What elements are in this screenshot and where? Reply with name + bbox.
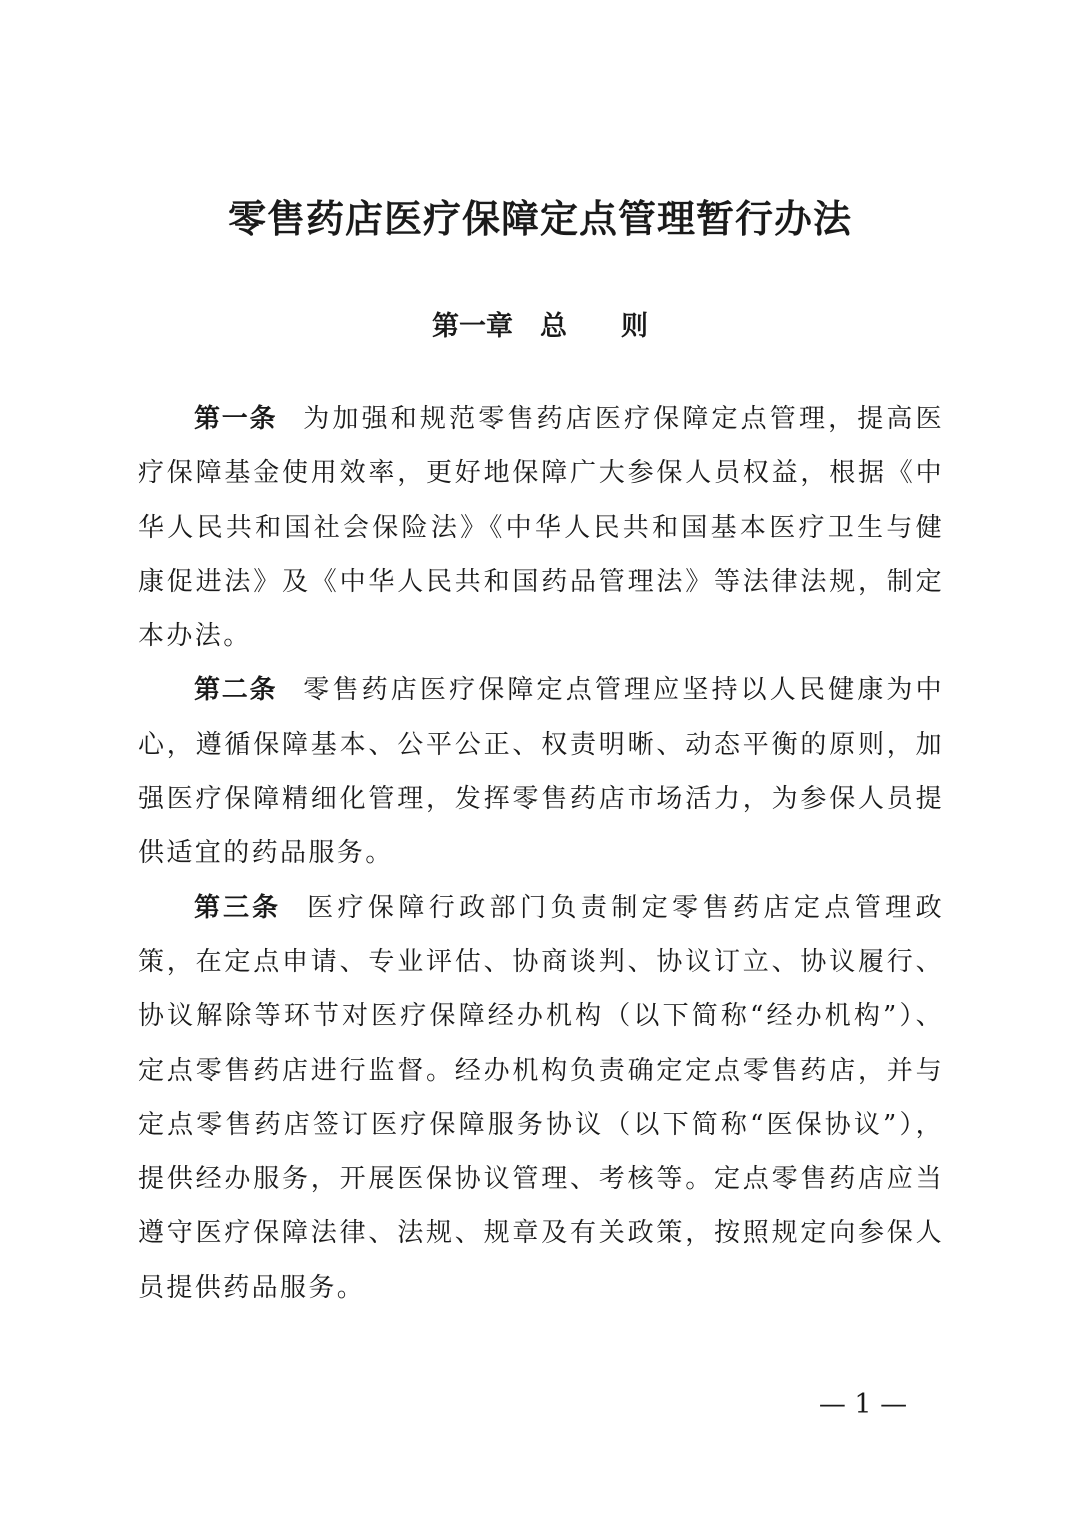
article-3-label: 第三条	[194, 892, 282, 923]
article-2-label: 第二条	[194, 675, 278, 706]
article-2	[138, 663, 944, 880]
article-1	[138, 392, 944, 663]
article-1-text: 为加强和规范零售药店医疗保障定点管理，提高医疗保障基金使用效率，更好地保障广大参保人员权益，根据《中华人民共和国社会保险法》《中华人民共和国基本医疗卫生与健康促进法》及《中华人民共和国药品管理法》等法律法规，制定本办法。	[138, 404, 944, 652]
page-number: — 1 —	[818, 1389, 908, 1420]
document-body	[138, 392, 944, 1315]
article-2-text: 零售药店医疗保障定点管理应坚持以人民健康为中心，遵循保障基本、公平公正、权责明晰、动态平衡的原则，加强医疗保障精细化管理，发挥零售药店市场活力，为参保人员提供适宜的药品服务。	[138, 675, 944, 869]
document-title: 零售药店医疗保障定点管理暂行办法	[227, 196, 852, 241]
chapter-heading: 第一章 总 则	[432, 311, 648, 342]
article-3-text: 医疗保障行政部门负责制定零售药店定点管理政策，在定点申请、专业评估、协商谈判、协议订立、协议履行、协议解除等环节对医疗保障经办机构（以下简称“经办机构”）、定点零售药店进行监督。经办机构负责确定定点零售药店，并与定点零售药店签订医疗保障服务协议（以下简称“医保协议”），提供经办服务，开展医保协议管理、考核等。定点零售药店应当遵守医疗保障法律、法规、规章及有关政策，按照规定向参保人员提供药品服务。	[138, 892, 944, 1303]
article-3	[138, 881, 944, 1315]
article-1-label: 第一条	[194, 404, 278, 434]
